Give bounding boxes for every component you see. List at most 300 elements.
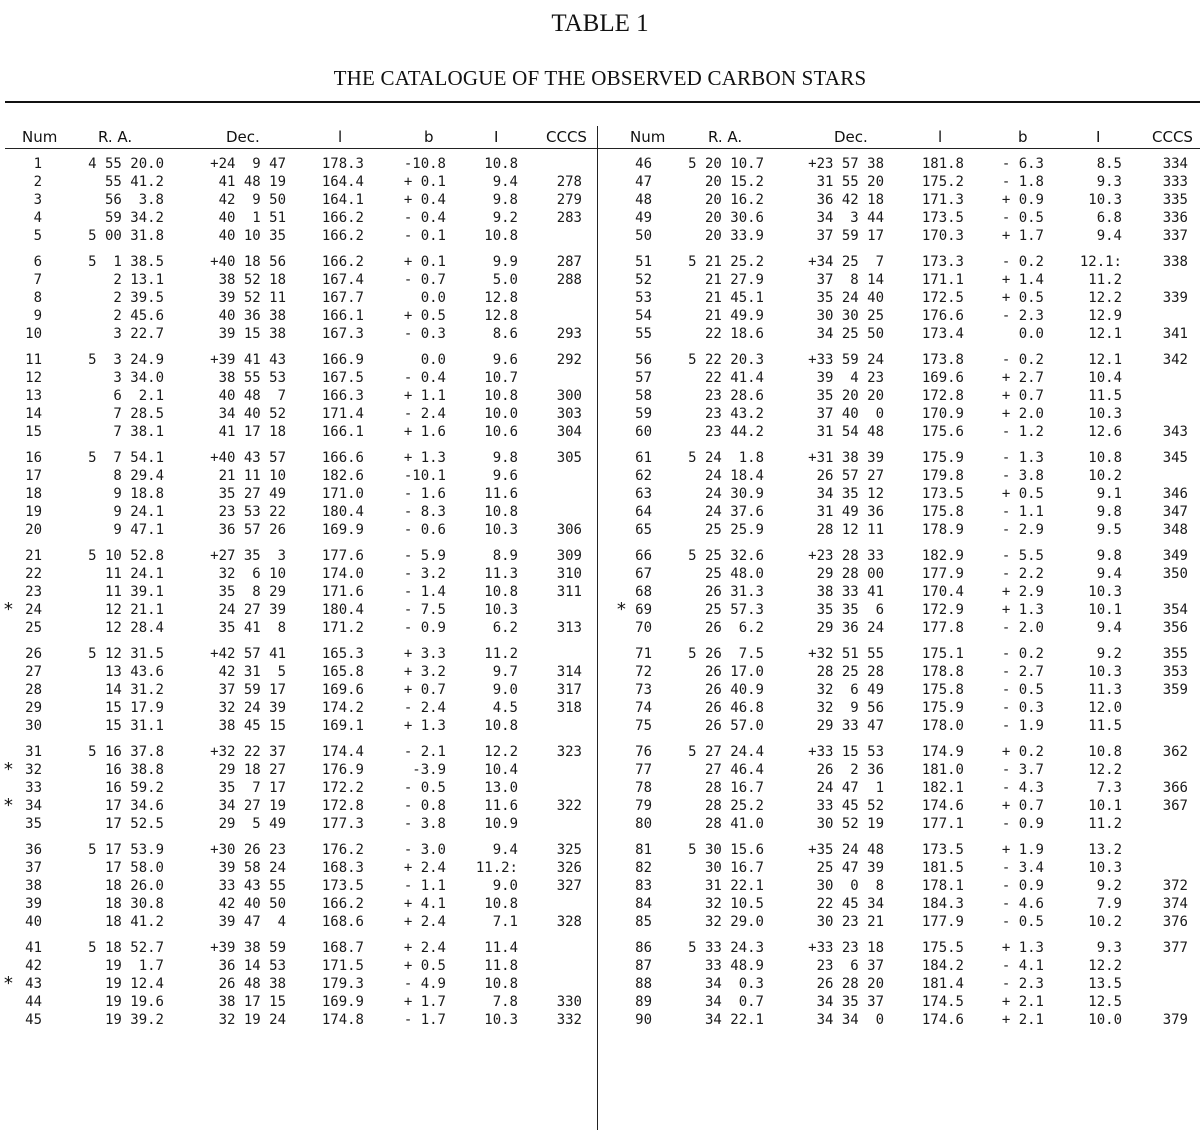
cell-dec: 42 40 50 — [218, 896, 286, 912]
cell-l: 171.3 — [921, 192, 964, 208]
cell-cccs: 353 — [1162, 664, 1188, 680]
cell-b: - 0.3 — [403, 326, 446, 342]
cell-cccs: 374 — [1162, 896, 1188, 912]
cell-b: + 0.4 — [403, 192, 446, 208]
cell-l: 178.3 — [321, 156, 364, 172]
cell-cccs: 341 — [1162, 326, 1188, 342]
cell-l: 184.2 — [921, 958, 964, 974]
cell-i: 5.0 — [492, 272, 518, 288]
cell-b: 0.0 — [420, 352, 446, 368]
cell-num: 82 — [635, 860, 652, 876]
cell-l: 170.4 — [921, 584, 964, 600]
cell-dec: 32 24 39 — [218, 700, 286, 716]
cell-b: + 0.7 — [1001, 798, 1044, 814]
cell-ra: 25 57.3 — [704, 602, 764, 618]
cell-dec: 36 57 26 — [218, 522, 286, 538]
header-dec-left: Dec. — [226, 128, 260, 146]
cell-l: 180.4 — [321, 504, 364, 520]
cell-l: 172.8 — [321, 798, 364, 814]
header-dec-right: Dec. — [834, 128, 868, 146]
cell-cccs: 278 — [556, 174, 582, 190]
cell-l: 178.0 — [921, 718, 964, 734]
cell-i: 11.3 — [484, 566, 518, 582]
cell-l: 177.6 — [321, 548, 364, 564]
cell-l: 175.8 — [921, 504, 964, 520]
cell-b: -10.1 — [403, 468, 446, 484]
cell-num: 27 — [25, 664, 42, 680]
cell-b: - 0.9 — [403, 620, 446, 636]
cell-num: 59 — [635, 406, 652, 422]
cell-dec: 40 10 35 — [218, 228, 286, 244]
cell-ra: 5 7 54.1 — [88, 450, 164, 466]
cell-b: - 2.7 — [1001, 664, 1044, 680]
cell-b: - 0.2 — [1001, 352, 1044, 368]
cell-b: + 0.5 — [403, 958, 446, 974]
cell-ra: 27 46.4 — [704, 762, 764, 778]
cell-l: 171.1 — [921, 272, 964, 288]
cell-b: - 0.4 — [403, 370, 446, 386]
cell-cccs: 318 — [556, 700, 582, 716]
cell-ra: 17 52.5 — [104, 816, 164, 832]
cell-l: 173.3 — [921, 254, 964, 270]
cell-l: 169.9 — [321, 522, 364, 538]
cell-cccs: 300 — [556, 388, 582, 404]
cell-i: 9.8 — [1096, 504, 1122, 520]
cell-dec: 34 34 0 — [816, 1012, 884, 1028]
cell-ra: 28 25.2 — [704, 798, 764, 814]
cell-b: + 2.4 — [403, 940, 446, 956]
cell-i: 7.9 — [1096, 896, 1122, 912]
cell-cccs: 322 — [556, 798, 582, 814]
header-i-right: I — [1096, 128, 1101, 146]
header-cccs-left: CCCS — [546, 128, 587, 146]
cell-num: 74 — [635, 700, 652, 716]
cell-b: - 2.1 — [403, 744, 446, 760]
cell-l: 168.3 — [321, 860, 364, 876]
cell-cccs — [1142, 271, 1188, 289]
cell-num: 25 — [25, 620, 42, 636]
cell-l: 181.5 — [921, 860, 964, 876]
cell-dec: 37 40 0 — [816, 406, 884, 422]
cell-dec: 35 35 6 — [816, 602, 884, 618]
cell-cccs — [1142, 405, 1188, 423]
cell-num: 23 — [25, 584, 42, 600]
cell-l: 175.1 — [921, 646, 964, 662]
cell-l: 166.1 — [321, 308, 364, 324]
cell-ra: 5 22 20.3 — [688, 352, 764, 368]
cell-dec: 32 9 56 — [816, 700, 884, 716]
cell-b: 0.0 — [420, 290, 446, 306]
cell-i: 6.2 — [492, 620, 518, 636]
cell-num: 7 — [33, 272, 42, 288]
cell-i: 10.7 — [484, 370, 518, 386]
cell-cccs: 345 — [1162, 450, 1188, 466]
cell-i: 10.9 — [484, 816, 518, 832]
cell-cccs — [540, 307, 582, 325]
cell-l: 175.2 — [921, 174, 964, 190]
header-num-left: Num — [22, 128, 58, 146]
cell-l: 171.4 — [321, 406, 364, 422]
cell-num: 34 — [25, 798, 42, 814]
cell-i: 11.5 — [1088, 388, 1122, 404]
cell-ra: 34 0.7 — [704, 994, 764, 1010]
cell-num: 39 — [25, 896, 42, 912]
cell-ra: 34 0.3 — [704, 976, 764, 992]
cell-cccs: 362 — [1162, 744, 1188, 760]
cell-b: - 3.4 — [1001, 860, 1044, 876]
cell-l: 169.1 — [321, 718, 364, 734]
cell-b: - 1.3 — [1001, 450, 1044, 466]
cell-b: - 3.7 — [1001, 762, 1044, 778]
cell-i: 11.8 — [484, 958, 518, 974]
cell-ra: 5 20 10.7 — [688, 156, 764, 172]
cell-i: 12.8 — [484, 290, 518, 306]
cell-b: - 6.3 — [1001, 156, 1044, 172]
cell-cccs: 366 — [1162, 780, 1188, 796]
cell-i: 12.9 — [1088, 308, 1122, 324]
cell-cccs — [1142, 761, 1188, 779]
cell-i: 10.3 — [1088, 664, 1122, 680]
cell-b: -3.9 — [412, 762, 446, 778]
cell-b: + 0.5 — [1001, 290, 1044, 306]
cell-ra: 3 34.0 — [113, 370, 164, 386]
cell-cccs — [540, 779, 582, 797]
cell-l: 172.5 — [921, 290, 964, 306]
cell-ra: 31 22.1 — [704, 878, 764, 894]
cell-l: 167.7 — [321, 290, 364, 306]
cell-i: 10.2 — [1088, 914, 1122, 930]
header-i-left: I — [494, 128, 499, 146]
cell-dec: 34 27 19 — [218, 798, 286, 814]
asterisk-marker: * — [3, 759, 14, 780]
cell-num: 6 — [33, 254, 42, 270]
cell-dec: +33 23 18 — [808, 940, 884, 956]
cell-b: - 1.1 — [1001, 504, 1044, 520]
cell-l: 177.3 — [321, 816, 364, 832]
header-num-right: Num — [630, 128, 666, 146]
cell-cccs: 343 — [1162, 424, 1188, 440]
cell-cccs: 354 — [1162, 602, 1188, 618]
cell-num: 71 — [635, 646, 652, 662]
cell-b: - 3.8 — [403, 816, 446, 832]
cell-l: 182.6 — [321, 468, 364, 484]
cell-dec: 35 24 40 — [816, 290, 884, 306]
cell-cccs — [540, 227, 582, 245]
cell-l: 166.3 — [321, 388, 364, 404]
cell-num: 50 — [635, 228, 652, 244]
cell-dec: 38 33 41 — [816, 584, 884, 600]
cell-b: + 0.7 — [403, 682, 446, 698]
cell-b: + 2.4 — [403, 860, 446, 876]
cell-dec: +24 9 47 — [210, 156, 286, 172]
cell-dec: 40 36 38 — [218, 308, 286, 324]
cell-l: 174.6 — [921, 1012, 964, 1028]
cell-l: 177.1 — [921, 816, 964, 832]
cell-cccs: 313 — [556, 620, 582, 636]
cell-i: 13.2 — [1088, 842, 1122, 858]
cell-l: 168.6 — [321, 914, 364, 930]
cell-num: 73 — [635, 682, 652, 698]
cell-ra: 11 24.1 — [104, 566, 164, 582]
cell-cccs: 356 — [1162, 620, 1188, 636]
cell-b: + 1.7 — [403, 994, 446, 1010]
cell-b: + 0.1 — [403, 254, 446, 270]
cell-ra: 12 21.1 — [104, 602, 164, 618]
cell-cccs: 333 — [1162, 174, 1188, 190]
cell-i: 8.5 — [1096, 156, 1122, 172]
header-ra-right: R. A. — [708, 128, 743, 146]
cell-cccs: 293 — [556, 326, 582, 342]
cell-ra: 7 38.1 — [113, 424, 164, 440]
asterisk-marker: * — [3, 795, 14, 816]
cell-num: 65 — [635, 522, 652, 538]
cell-num: 64 — [635, 504, 652, 520]
cell-b: - 2.9 — [1001, 522, 1044, 538]
cell-ra: 19 1.7 — [104, 958, 164, 974]
cell-cccs: 328 — [556, 914, 582, 930]
cell-num: 62 — [635, 468, 652, 484]
cell-cccs: 317 — [556, 682, 582, 698]
cell-dec: 34 40 52 — [218, 406, 286, 422]
cell-ra: 23 28.6 — [704, 388, 764, 404]
cell-l: 173.5 — [921, 210, 964, 226]
cell-dec: 29 36 24 — [816, 620, 884, 636]
cell-num: 36 — [25, 842, 42, 858]
cell-ra: 5 30 15.6 — [688, 842, 764, 858]
cell-ra: 32 10.5 — [704, 896, 764, 912]
cell-num: 11 — [25, 352, 42, 368]
cell-l: 179.8 — [921, 468, 964, 484]
cell-dec: 26 2 36 — [816, 762, 884, 778]
cell-l: 168.7 — [321, 940, 364, 956]
cell-num: 5 — [33, 228, 42, 244]
cell-num: 76 — [635, 744, 652, 760]
cell-cccs: 304 — [556, 424, 582, 440]
cell-l: 175.9 — [921, 450, 964, 466]
cell-dec: 25 47 39 — [816, 860, 884, 876]
cell-dec: 36 42 18 — [816, 192, 884, 208]
cell-i: 12.2 — [484, 744, 518, 760]
cell-i: 9.6 — [492, 352, 518, 368]
cell-cccs: 330 — [556, 994, 582, 1010]
cell-i: 9.0 — [492, 682, 518, 698]
cell-dec: +33 59 24 — [808, 352, 884, 368]
cell-num: 9 — [33, 308, 42, 324]
cell-b: - 2.4 — [403, 700, 446, 716]
cell-cccs: 306 — [556, 522, 582, 538]
cell-i: 10.3 — [1088, 406, 1122, 422]
cell-cccs — [540, 289, 582, 307]
cell-b: + 1.3 — [403, 718, 446, 734]
table-title: TABLE 1 — [551, 10, 649, 37]
cell-num: 8 — [33, 290, 42, 306]
cell-ra: 17 34.6 — [104, 798, 164, 814]
cell-dec: +35 24 48 — [808, 842, 884, 858]
cell-cccs — [540, 975, 582, 993]
cell-b: + 2.9 — [1001, 584, 1044, 600]
cell-l: 173.5 — [921, 486, 964, 502]
cell-l: 165.8 — [321, 664, 364, 680]
cell-ra: 19 19.6 — [104, 994, 164, 1010]
cell-i: 12.2 — [1088, 290, 1122, 306]
cell-num: 60 — [635, 424, 652, 440]
cell-cccs — [540, 369, 582, 387]
cell-cccs — [1142, 957, 1188, 975]
cell-cccs: 325 — [556, 842, 582, 858]
cell-l: 176.6 — [921, 308, 964, 324]
cell-cccs: 367 — [1162, 798, 1188, 814]
table-subtitle: THE CATALOGUE OF THE OBSERVED CARBON STARS — [333, 66, 867, 90]
cell-b: - 0.8 — [403, 798, 446, 814]
cell-num: 70 — [635, 620, 652, 636]
cell-ra: 20 16.2 — [704, 192, 764, 208]
cell-l: 178.9 — [921, 522, 964, 538]
cell-cccs: 311 — [556, 584, 582, 600]
cell-num: 86 — [635, 940, 652, 956]
cell-b: - 0.1 — [403, 228, 446, 244]
cell-ra: 23 44.2 — [704, 424, 764, 440]
cell-b: + 0.9 — [1001, 192, 1044, 208]
cell-i: 10.8 — [484, 584, 518, 600]
cell-l: 174.5 — [921, 994, 964, 1010]
cell-num: 37 — [25, 860, 42, 876]
cell-dec: 35 27 49 — [218, 486, 286, 502]
cell-num: 12 — [25, 370, 42, 386]
cell-ra: 13 43.6 — [104, 664, 164, 680]
cell-dec: +40 43 57 — [210, 450, 286, 466]
cell-ra: 34 22.1 — [704, 1012, 764, 1028]
cell-num: 66 — [635, 548, 652, 564]
cell-cccs: 339 — [1162, 290, 1188, 306]
cell-ra: 21 45.1 — [704, 290, 764, 306]
cell-b: - 0.2 — [1001, 254, 1044, 270]
cell-l: 181.4 — [921, 976, 964, 992]
cell-b: + 0.1 — [403, 174, 446, 190]
cell-i: 11.2 — [1088, 272, 1122, 288]
column-divider — [597, 126, 598, 1130]
cell-cccs: 335 — [1162, 192, 1188, 208]
cell-num: 63 — [635, 486, 652, 502]
cell-dec: 29 28 00 — [816, 566, 884, 582]
cell-l: 171.2 — [321, 620, 364, 636]
cell-i: 10.8 — [1088, 744, 1122, 760]
cell-ra: 5 10 52.8 — [88, 548, 164, 564]
cell-i: 12.0 — [1088, 700, 1122, 716]
cell-cccs — [540, 503, 582, 521]
cell-b: - 0.9 — [1001, 816, 1044, 832]
cell-cccs: 342 — [1162, 352, 1188, 368]
cell-ra: 21 49.9 — [704, 308, 764, 324]
cell-b: + 1.7 — [1001, 228, 1044, 244]
cell-dec: 26 48 38 — [218, 976, 286, 992]
cell-l: 177.9 — [921, 914, 964, 930]
cell-num: 28 — [25, 682, 42, 698]
cell-num: 90 — [635, 1012, 652, 1028]
cell-b: - 1.1 — [403, 878, 446, 894]
cell-dec: 34 25 50 — [816, 326, 884, 342]
cell-ra: 19 12.4 — [104, 976, 164, 992]
cell-i: 11.2 — [1088, 816, 1122, 832]
cell-i: 10.3 — [1088, 192, 1122, 208]
cell-i: 12.1 — [1088, 326, 1122, 342]
cell-b: - 3.8 — [1001, 468, 1044, 484]
cell-l: 176.9 — [321, 762, 364, 778]
cell-ra: 19 39.2 — [104, 1012, 164, 1028]
cell-dec: 26 28 20 — [816, 976, 884, 992]
cell-cccs — [1142, 467, 1188, 485]
cell-ra: 17 58.0 — [104, 860, 164, 876]
cell-l: 166.2 — [321, 228, 364, 244]
cell-i: 12.2 — [1088, 762, 1122, 778]
cell-l: 172.9 — [921, 602, 964, 618]
cell-i: 6.8 — [1096, 210, 1122, 226]
cell-num: 48 — [635, 192, 652, 208]
cell-dec: 28 12 11 — [816, 522, 884, 538]
cell-cccs — [1142, 583, 1188, 601]
cell-dec: 29 5 49 — [218, 816, 286, 832]
cell-dec: 35 7 17 — [218, 780, 286, 796]
cell-i: 7.1 — [492, 914, 518, 930]
cell-dec: +23 28 33 — [808, 548, 884, 564]
cell-ra: 9 47.1 — [113, 522, 164, 538]
cell-b: - 1.9 — [1001, 718, 1044, 734]
cell-ra: 18 41.2 — [104, 914, 164, 930]
cell-num: 30 — [25, 718, 42, 734]
cell-num: 84 — [635, 896, 652, 912]
cell-b: - 1.8 — [1001, 174, 1044, 190]
cell-num: 78 — [635, 780, 652, 796]
cell-l: 173.5 — [321, 878, 364, 894]
cell-num: 52 — [635, 272, 652, 288]
cell-i: 10.1 — [1088, 602, 1122, 618]
header-ra-left: R. A. — [98, 128, 133, 146]
cell-cccs — [540, 485, 582, 503]
top-rule — [5, 101, 1200, 103]
cell-dec: +32 22 37 — [210, 744, 286, 760]
cell-num: 2 — [33, 174, 42, 190]
cell-ra: 59 34.2 — [104, 210, 164, 226]
cell-cccs — [1142, 993, 1188, 1011]
cell-i: 4.5 — [492, 700, 518, 716]
cell-i: 10.3 — [484, 1012, 518, 1028]
cell-cccs: 348 — [1162, 522, 1188, 538]
cell-i: 9.2 — [1096, 878, 1122, 894]
cell-b: 0.0 — [1018, 326, 1044, 342]
cell-ra: 21 27.9 — [704, 272, 764, 288]
cell-i: 10.0 — [484, 406, 518, 422]
cell-b: - 1.4 — [403, 584, 446, 600]
cell-b: - 1.6 — [403, 486, 446, 502]
cell-b: -10.8 — [403, 156, 446, 172]
cell-cccs — [1142, 717, 1188, 735]
cell-l: 178.8 — [921, 664, 964, 680]
cell-i: 10.8 — [484, 718, 518, 734]
cell-dec: 38 17 15 — [218, 994, 286, 1010]
cell-b: - 1.7 — [403, 1012, 446, 1028]
header-cccs-right: CCCS — [1152, 128, 1193, 146]
cell-num: 4 — [33, 210, 42, 226]
cell-i: 10.8 — [484, 228, 518, 244]
cell-l: 175.5 — [921, 940, 964, 956]
cell-i: 9.4 — [1096, 566, 1122, 582]
cell-b: - 0.9 — [1001, 878, 1044, 894]
cell-cccs: 334 — [1162, 156, 1188, 172]
cell-i: 10.8 — [484, 976, 518, 992]
cell-ra: 3 22.7 — [113, 326, 164, 342]
cell-cccs: 350 — [1162, 566, 1188, 582]
cell-num: 15 — [25, 424, 42, 440]
cell-ra: 14 31.2 — [104, 682, 164, 698]
